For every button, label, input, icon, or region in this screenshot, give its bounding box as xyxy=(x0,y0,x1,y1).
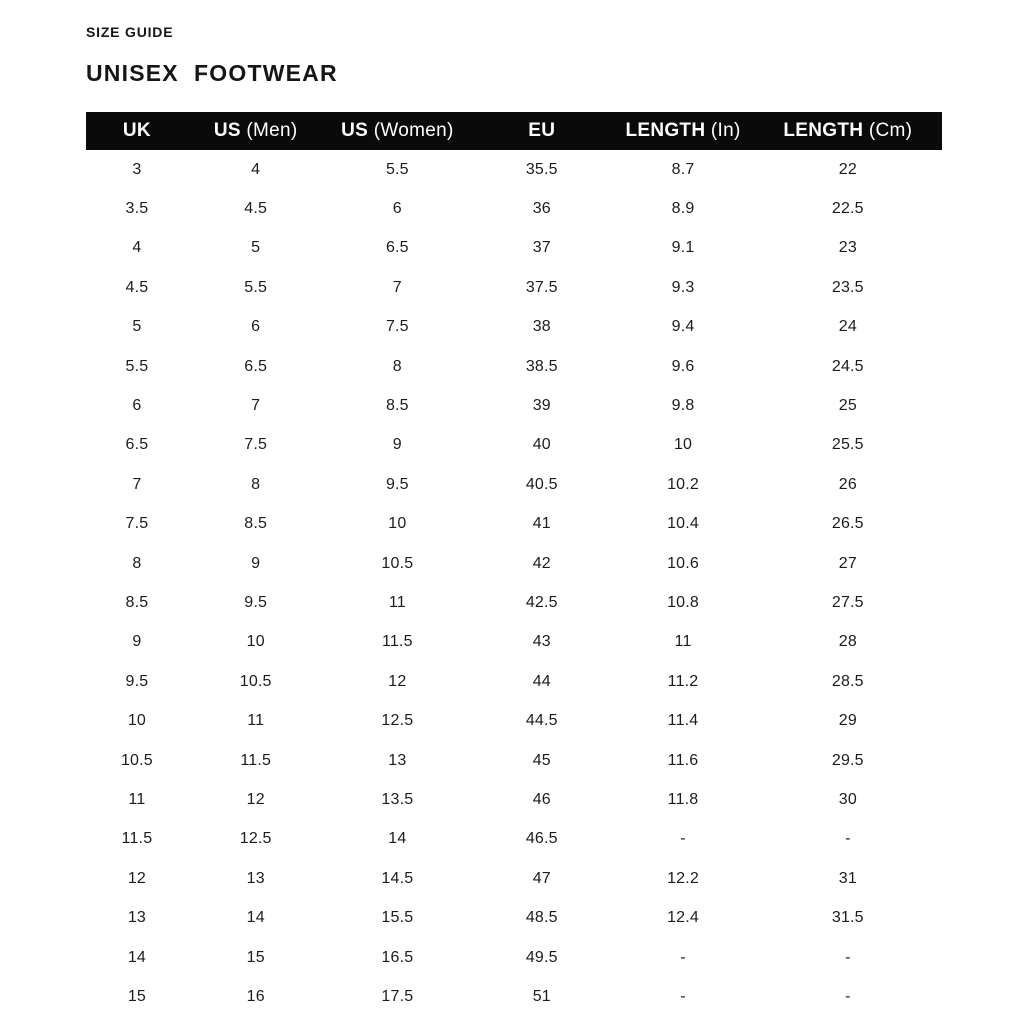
size-cell: 22.5 xyxy=(831,200,864,218)
size-cell: 23 xyxy=(838,239,857,257)
size-cell: 7.5 xyxy=(125,515,149,533)
column-header: LENGTH (In) xyxy=(625,120,741,141)
size-cell: 3 xyxy=(132,160,142,178)
size-cell: 17.5 xyxy=(381,987,414,1005)
table-row xyxy=(86,544,942,583)
size-cell: 24.5 xyxy=(831,357,864,375)
size-cell: 10 xyxy=(246,633,265,651)
size-cell: 12.2 xyxy=(667,869,700,887)
size-cell: 47 xyxy=(532,869,551,887)
column-header-strong: UK xyxy=(122,120,151,141)
column-header-strong: US xyxy=(341,120,369,141)
size-cell: 8.5 xyxy=(385,397,409,415)
size-cell: 26.5 xyxy=(831,515,864,533)
size-cell: 16.5 xyxy=(381,948,414,966)
size-cell: 10.5 xyxy=(381,554,414,572)
size-cell: 44 xyxy=(532,672,551,690)
size-cell: 12 xyxy=(388,672,407,690)
column-header-strong: US xyxy=(213,120,241,141)
table-row xyxy=(86,820,942,859)
size-cell: 12.4 xyxy=(667,909,700,927)
size-cell: 11.6 xyxy=(667,751,699,769)
size-cell: 15 xyxy=(246,948,265,966)
size-cell: 4 xyxy=(251,160,261,178)
size-cell: 13 xyxy=(127,909,147,927)
size-cell: 11.5 xyxy=(381,633,413,651)
size-cell: 12.5 xyxy=(381,712,414,730)
size-cell: 9.5 xyxy=(385,475,409,493)
size-cell: - xyxy=(845,830,851,848)
table-row xyxy=(86,662,942,701)
table-row xyxy=(86,347,942,386)
size-cell: 5 xyxy=(132,318,142,336)
column-header xyxy=(86,112,188,150)
size-cell: 6.5 xyxy=(244,357,268,375)
size-cell: 7 xyxy=(392,278,402,296)
size-table-header xyxy=(86,112,942,150)
size-cell: 3.5 xyxy=(125,200,149,218)
size-cell: 11 xyxy=(247,712,265,730)
column-header xyxy=(471,112,612,150)
size-cell: 15.5 xyxy=(381,909,414,927)
size-cell: 25.5 xyxy=(831,436,864,454)
size-cell: 12.5 xyxy=(239,830,272,848)
size-cell: 8.5 xyxy=(244,515,268,533)
table-row xyxy=(86,229,942,268)
size-cell: 8.9 xyxy=(671,200,695,218)
size-cell: 42.5 xyxy=(525,593,558,611)
table-row xyxy=(86,859,942,898)
size-cell: 4.5 xyxy=(125,278,149,296)
table-row xyxy=(86,741,942,780)
size-cell: - xyxy=(680,948,686,966)
table-row xyxy=(86,701,942,740)
size-cell: 11 xyxy=(674,633,692,651)
size-cell: 4 xyxy=(132,239,142,257)
table-row xyxy=(86,780,942,819)
size-cell: 14 xyxy=(127,948,147,966)
page-title: UNISEX FOOTWEAR xyxy=(86,60,338,86)
size-guide-label: SIZE GUIDE xyxy=(86,24,174,40)
table-row xyxy=(86,386,942,425)
size-cell: 51 xyxy=(532,987,551,1005)
size-cell: 16 xyxy=(246,987,265,1005)
size-cell: 43 xyxy=(532,633,551,651)
size-cell: 38 xyxy=(532,318,551,336)
size-cell: 6 xyxy=(132,397,142,415)
table-row xyxy=(86,308,942,347)
size-cell: 40 xyxy=(532,436,551,454)
table-row xyxy=(86,426,942,465)
size-cell: 28.5 xyxy=(831,672,864,690)
size-cell: 11 xyxy=(388,593,406,611)
size-cell: 14 xyxy=(246,909,265,927)
size-cell: 31.5 xyxy=(831,909,864,927)
size-cell: 29.5 xyxy=(831,751,864,769)
size-cell: 7 xyxy=(251,397,261,415)
size-cell: 11.5 xyxy=(240,751,272,769)
size-cell: - xyxy=(680,987,686,1005)
size-cell: 13 xyxy=(388,751,407,769)
size-cell: 22 xyxy=(838,160,857,178)
size-cell: 9.5 xyxy=(125,672,149,690)
size-cell: 8 xyxy=(132,554,142,572)
column-header: US (Men) xyxy=(213,120,298,141)
table-row xyxy=(86,505,942,544)
size-cell: 5.5 xyxy=(385,160,409,178)
size-cell: 10.5 xyxy=(239,672,272,690)
table-row xyxy=(86,898,942,937)
size-cell: 27 xyxy=(838,554,857,572)
column-header-strong: LENGTH xyxy=(625,120,706,141)
column-header-strong: EU xyxy=(528,120,556,141)
size-cell: 7.5 xyxy=(244,436,268,454)
size-cell: 35.5 xyxy=(525,160,558,178)
size-cell: 13 xyxy=(246,869,265,887)
size-cell: 10.8 xyxy=(667,593,700,611)
size-cell: 41 xyxy=(532,515,551,533)
size-cell: 9.5 xyxy=(244,593,268,611)
size-cell: 7.5 xyxy=(385,318,409,336)
size-cell: 11.8 xyxy=(667,790,699,808)
size-cell: 45 xyxy=(532,751,551,769)
size-cell: 42 xyxy=(532,554,551,572)
size-cell: 25 xyxy=(838,397,857,415)
size-cell: 24 xyxy=(838,318,857,336)
size-cell: 10.2 xyxy=(667,475,700,493)
size-cell: 6.5 xyxy=(385,239,409,257)
header-row xyxy=(86,112,942,150)
size-cell: 10 xyxy=(673,436,693,454)
table-row xyxy=(86,583,942,622)
size-cell: 39 xyxy=(532,397,551,415)
size-cell: 48.5 xyxy=(525,909,558,927)
size-cell: 5 xyxy=(251,239,261,257)
table-row xyxy=(86,465,942,504)
size-cell: 5.5 xyxy=(125,357,149,375)
table-row xyxy=(86,977,942,1016)
column-header: LENGTH (Cm) xyxy=(783,120,913,141)
table-row xyxy=(86,268,942,307)
size-cell: 8.7 xyxy=(671,160,695,178)
size-cell: 30 xyxy=(838,790,857,808)
size-cell: 8 xyxy=(392,357,402,375)
size-cell: 13.5 xyxy=(381,790,414,808)
size-cell: 4.5 xyxy=(244,200,268,218)
size-cell: 10 xyxy=(127,712,147,730)
size-table-body xyxy=(86,150,942,1017)
size-cell: 29 xyxy=(838,712,857,730)
size-cell: 5.5 xyxy=(244,278,268,296)
size-cell: 12 xyxy=(127,869,147,887)
column-header-strong: LENGTH xyxy=(783,120,864,141)
size-cell: 14.5 xyxy=(381,869,414,887)
size-cell: 11 xyxy=(128,790,146,808)
size-cell: 11.4 xyxy=(667,712,699,730)
size-cell: 6 xyxy=(251,318,261,336)
size-cell: 9.8 xyxy=(671,397,695,415)
size-cell: 46 xyxy=(532,790,551,808)
size-cell: 36 xyxy=(532,200,551,218)
size-cell: 7 xyxy=(132,475,142,493)
size-cell: 10.5 xyxy=(120,751,153,769)
size-cell: 44.5 xyxy=(525,712,558,730)
table-row xyxy=(86,938,942,977)
column-header: US (Women) xyxy=(341,120,454,141)
size-cell: 10 xyxy=(388,515,407,533)
size-cell: 15 xyxy=(127,987,147,1005)
size-cell: 49.5 xyxy=(525,948,558,966)
table-row xyxy=(86,150,942,189)
size-cell: 37.5 xyxy=(525,278,558,296)
size-cell: 6.5 xyxy=(125,436,149,454)
size-cell: 31 xyxy=(838,869,857,887)
size-cell: 12 xyxy=(246,790,265,808)
size-cell: 40.5 xyxy=(525,475,558,493)
size-cell: 8.5 xyxy=(125,593,149,611)
size-cell: 11.2 xyxy=(667,672,699,690)
size-cell: 8 xyxy=(251,475,261,493)
size-cell: 9.4 xyxy=(671,318,695,336)
size-cell: - xyxy=(845,987,851,1005)
size-cell: 10.6 xyxy=(667,554,700,572)
size-cell: 26 xyxy=(838,475,857,493)
size-cell: 9 xyxy=(392,436,402,454)
table-row xyxy=(86,189,942,228)
size-cell: 9.6 xyxy=(671,357,695,375)
size-cell: 28 xyxy=(838,633,857,651)
size-cell: 14 xyxy=(388,830,407,848)
size-cell: - xyxy=(845,948,851,966)
size-conversion-table xyxy=(86,112,942,1017)
size-cell: 23.5 xyxy=(831,278,864,296)
size-cell: 6 xyxy=(392,200,402,218)
size-cell: 11.5 xyxy=(121,830,153,848)
size-cell: 10.4 xyxy=(667,515,700,533)
size-cell: 9.1 xyxy=(671,239,695,257)
size-cell: 38.5 xyxy=(525,357,558,375)
table-row xyxy=(86,623,942,662)
size-cell: - xyxy=(680,830,686,848)
size-cell: 9.3 xyxy=(671,278,695,296)
size-cell: 9 xyxy=(251,554,261,572)
size-cell: 37 xyxy=(532,239,551,257)
size-cell: 27.5 xyxy=(831,593,864,611)
size-cell: 46.5 xyxy=(525,830,558,848)
size-cell: 9 xyxy=(132,633,142,651)
